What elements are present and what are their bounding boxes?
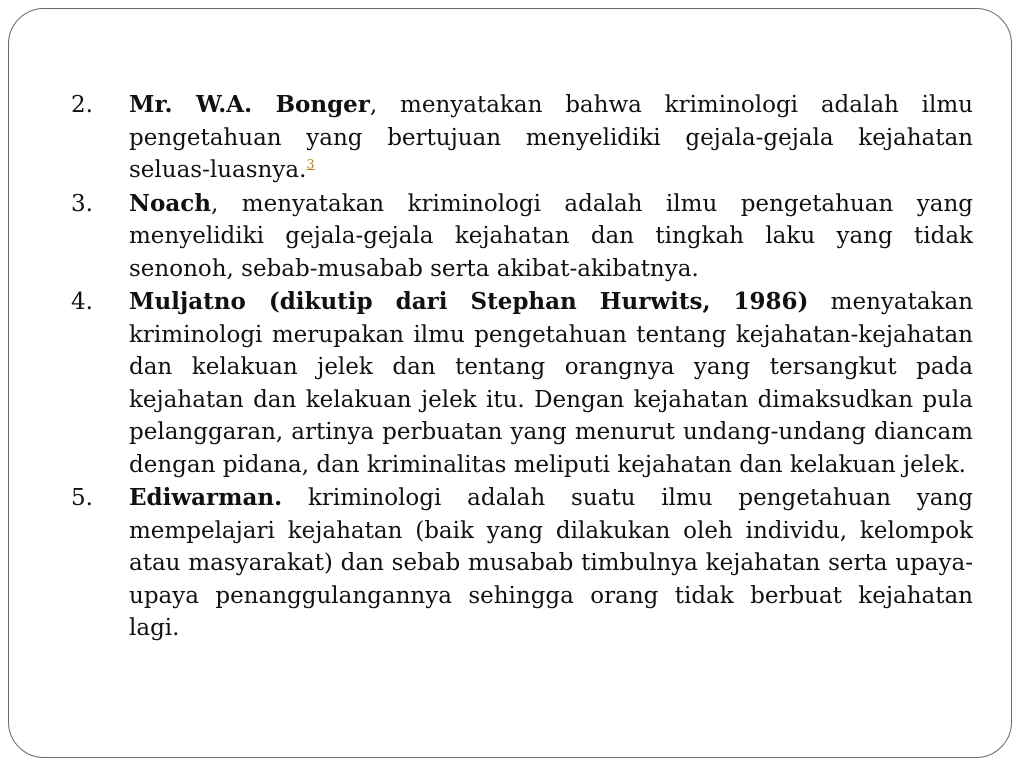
author-name: Muljatno (dikutip dari Stephan Hurwits, 1986) [129, 288, 809, 315]
author-name: Mr. W.A. Bonger [129, 91, 370, 118]
definition-list [71, 89, 973, 646]
list-item [71, 482, 973, 645]
item-number: 3. [71, 190, 93, 217]
list-item [71, 286, 973, 481]
list-item [71, 188, 973, 286]
slide-frame [8, 8, 1012, 758]
definition-text: , menyatakan kriminologi adalah ilmu pengetahuan yang menyelidiki gejala-gejala kejahatan dan tingkah laku yang tidak senonoh, sebab-musabab serta akibat-akibatnya. [129, 190, 973, 282]
definition-text: menyatakan kriminologi merupakan ilmu pengetahuan tentang kejahatan-kejahatan dan kelakuan jelek dan tentang orangnya yang tersangkut pada kejahatan dan kelakuan jelek itu. Dengan kejahatan dimaksudkan pula pelanggaran, artinya perbuatan yang menurut undang-undang diancam dengan pidana, dan kriminalitas meliputi kejahatan dan kelakuan jelek. [129, 289, 974, 478]
item-number: 2. [71, 92, 93, 118]
item-number: 5. [71, 485, 93, 511]
author-name: Ediwarman. [129, 484, 283, 511]
item-number: 4. [71, 289, 93, 315]
definition-text: kriminologi adalah suatu ilmu pengetahuan yang mempelajari kejahatan (baik yang dilakukan oleh individu, kelompok atau masyarakat) dan sebab musabab timbulnya kejahatan serta upaya-upaya penanggulangannya sehingga orang tidak berbuat kejahatan lagi. [129, 485, 973, 641]
author-name: Noach [129, 189, 211, 217]
list-item [71, 89, 973, 187]
footnote-link[interactable]: 3 [306, 157, 315, 173]
definition-text: , menyatakan bahwa kriminologi adalah ilmu pengetahuan yang bertujuan menyelidiki gejala-gejala kejahatan seluas-luasnya. [129, 92, 973, 183]
